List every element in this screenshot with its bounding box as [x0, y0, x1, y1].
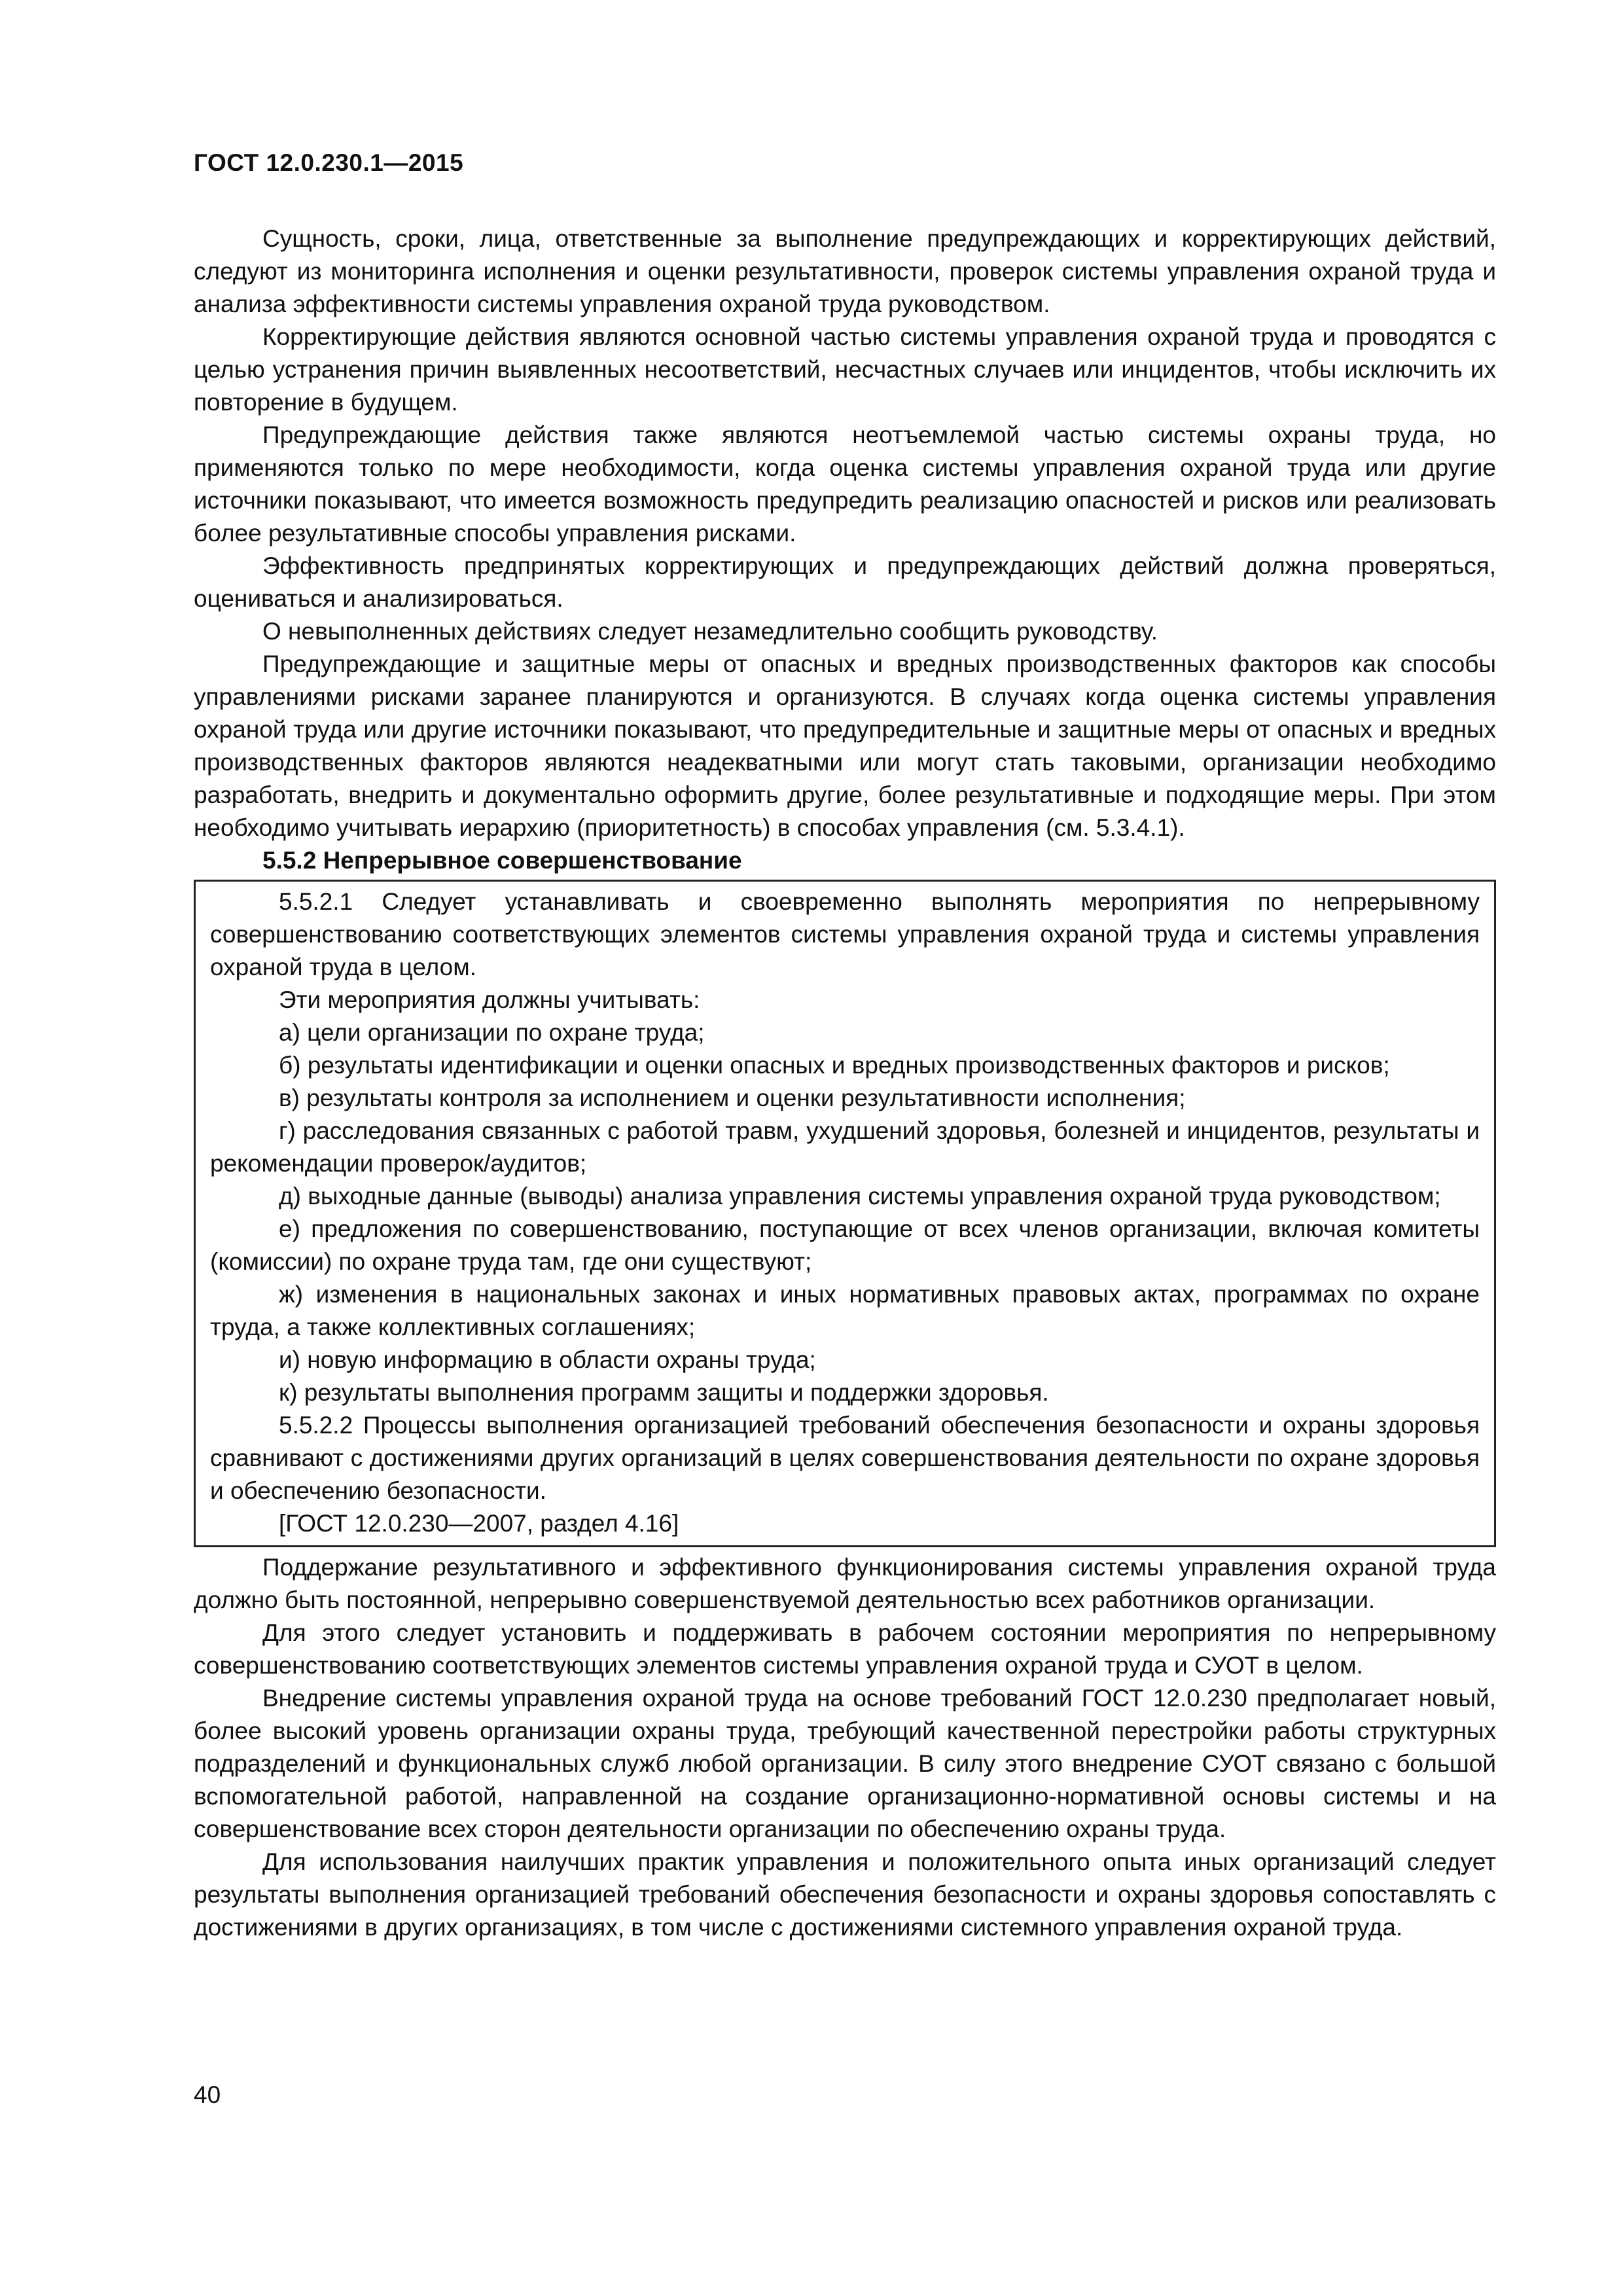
section-heading: 5.5.2 Непрерывное совершенствование — [262, 847, 742, 874]
quoted-standard-box — [194, 880, 1496, 1547]
box-paragraph: 5.5.2.2 Процессы выполнения организацией требований обеспечения безопасности и охраны здоровья сравнивают с достижениями других организаций в целях совершенствования деятельности по охране здоровья и обеспечению безопасности. — [210, 1412, 1480, 1504]
box-list-item: и) новую информацию в области охраны труда; — [279, 1346, 816, 1373]
paragraph: Для использования наилучших практик управления и положительного опыта иных организаций следует результаты выполнения организацией требований обеспечения безопасности и охраны здоровья сопоставлять с достижениями в других организациях, в том числе с достижениями системного управления охраной труда. — [194, 1848, 1496, 1941]
box-source-reference: [ГОСТ 12.0.230—2007, раздел 4.16] — [279, 1510, 679, 1537]
box-list-item: г) расследования связанных с работой травм, ухудшений здоровья, болезней и инцидентов, результаты и рекомендации проверок/аудитов; — [210, 1117, 1480, 1177]
paragraph: Корректирующие действия являются основной частью системы управления охраной труда и проводятся с целью устранения причин выявленных несоответствий, несчастных случаев или инцидентов, чтобы исключить их повторение в будущем. — [194, 323, 1496, 416]
box-list-item: в) результаты контроля за исполнением и оценки результативности исполнения; — [279, 1085, 1186, 1111]
document-header: ГОСТ 12.0.230.1—2015 — [194, 149, 464, 176]
paragraph: Для этого следует установить и поддерживать в рабочем состоянии мероприятия по непрерывному совершенствованию соответствующих элементов системы управления охраной труда и СУОТ в целом. — [194, 1619, 1496, 1679]
paragraph: Сущность, сроки, лица, ответственные за выполнение предупреждающих и корректирующих действий, следуют из мониторинга исполнения и оценки результативности, проверок системы управления охраной труда и анализа эффективности системы управления охраной труда руководством. — [194, 225, 1496, 317]
box-list-item: а) цели организации по охране труда; — [279, 1019, 705, 1046]
box-list-item: д) выходные данные (выводы) анализа управления системы управления охраной труда руководством; — [279, 1183, 1441, 1210]
paragraph: Эффективность предпринятых корректирующих и предупреждающих действий должна проверяться, оцениваться и анализироваться. — [194, 552, 1496, 612]
box-list-item: б) результаты идентификации и оценки опасных и вредных производственных факторов и рисков; — [279, 1052, 1390, 1079]
box-list-item: ж) изменения в национальных законах и иных нормативных правовых актах, программах по охране труда, а также коллективных соглашениях; — [210, 1281, 1480, 1340]
paragraph: Предупреждающие действия также являются неотъемлемой частью системы охраны труда, но применяются только по мере необходимости, когда оценка системы управления охраной труда или другие источники показывают, что имеется возможность предупредить реализацию опасностей и рисков или реализовать более результативные способы управления рисками. — [194, 422, 1496, 547]
box-paragraph: 5.5.2.1 Следует устанавливать и своевременно выполнять мероприятия по непрерывному совершенствованию соответствующих элементов системы управления охраной труда и системы управления охраной труда в целом. — [210, 888, 1480, 980]
box-list-item: е) предложения по совершенствованию, поступающие от всех членов организации, включая комитеты (комиссии) по охране труда там, где они существуют; — [210, 1215, 1480, 1275]
page-number: 40 — [194, 2081, 221, 2108]
box-paragraph: Эти мероприятия должны учитывать: — [279, 986, 700, 1013]
document-body — [194, 223, 1496, 1944]
paragraph: О невыполненных действиях следует незамедлительно сообщить руководству. — [262, 618, 1158, 645]
box-list-item: к) результаты выполнения программ защиты и поддержки здоровья. — [279, 1379, 1049, 1406]
paragraph: Внедрение системы управления охраной труда на основе требований ГОСТ 12.0.230 предполагает новый, более высокий уровень организации охраны труда, требующий качественной перестройки работы структурных подразделений и функциональных служб любой организации. В силу этого внедрение СУОТ связано с большой вспомогательной работой, направленной на создание организационно-нормативной основы системы и на совершенствование всех сторон деятельности организации по обеспечению охраны труда. — [194, 1685, 1496, 1842]
paragraph: Поддержание результативного и эффективного функционирования системы управления охраной труда должно быть постоянной, непрерывно совершенствуемой деятельностью всех работников организации. — [194, 1554, 1496, 1613]
paragraph: Предупреждающие и защитные меры от опасных и вредных производственных факторов как способы управлениями рисками заранее планируются и организуются. В случаях когда оценка системы управления охраной труда или другие источники показывают, что предупредительные и защитные меры от опасных и вредных производственных факторов являются неадекватными или могут стать таковыми, организации необходимо разработать, внедрить и документально оформить другие, более результативные и подходящие меры. При этом необходимо учитывать иерархию (приоритетность) в способах управления (см. 5.3.4.1). — [194, 651, 1496, 841]
